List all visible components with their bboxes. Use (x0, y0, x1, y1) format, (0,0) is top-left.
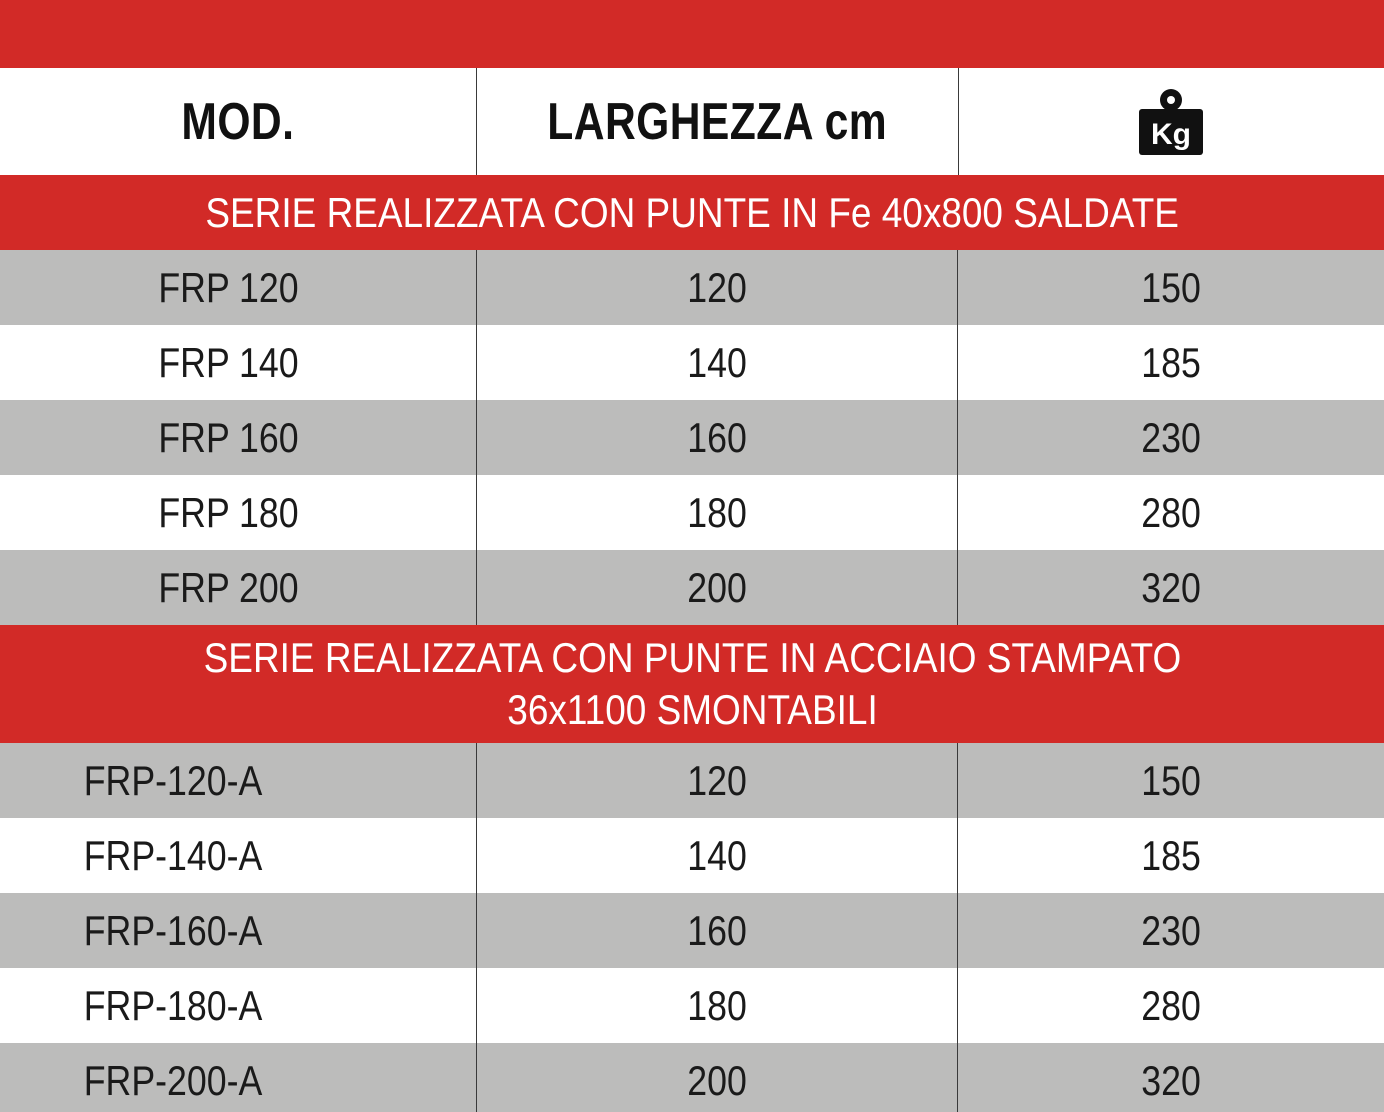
width-cell (477, 968, 958, 1043)
weight-cell (958, 400, 1384, 475)
weight-cell (958, 550, 1384, 625)
weight-value: 185 (1141, 831, 1201, 879)
header-model-label: MOD. (181, 92, 295, 151)
table-row (0, 1043, 1384, 1112)
model-cell (0, 325, 477, 400)
model-value: FRP 200 (157, 563, 299, 611)
width-value: 200 (687, 1056, 747, 1104)
table-header (0, 68, 1384, 175)
table-row (0, 550, 1384, 625)
weight-value: 150 (1141, 263, 1201, 311)
width-cell (477, 250, 958, 325)
table-row (0, 250, 1384, 325)
model-value: FRP 160 (157, 413, 299, 461)
header-width (477, 68, 958, 175)
weight-value: 185 (1141, 338, 1201, 386)
weight-value: 230 (1141, 906, 1201, 954)
model-cell (0, 743, 477, 818)
width-cell (477, 325, 958, 400)
series-title-line: SERIE REALIZZATA CON PUNTE IN ACCIAIO STAMPATO (203, 634, 1181, 681)
weight-cell (958, 250, 1384, 325)
weight-value: 280 (1141, 488, 1201, 536)
weight-cell (958, 743, 1384, 818)
model-value: FRP 120 (157, 263, 299, 311)
table-row (0, 475, 1384, 550)
table-row (0, 818, 1384, 893)
width-value: 160 (687, 413, 747, 461)
weight-cell (958, 893, 1384, 968)
model-value: FRP-140-A (83, 831, 263, 879)
series-title-row (0, 625, 1384, 743)
header-model (0, 68, 477, 175)
width-cell (477, 893, 958, 968)
table-row (0, 400, 1384, 475)
table-row (0, 743, 1384, 818)
model-cell (0, 968, 477, 1043)
series-title-line: 36x1100 SMONTABILI (506, 686, 878, 733)
width-value: 120 (687, 263, 747, 311)
weight-value: 280 (1141, 981, 1201, 1029)
table-row (0, 893, 1384, 968)
width-value: 140 (687, 831, 747, 879)
width-cell (477, 1043, 958, 1112)
model-value: FRP-160-A (83, 906, 263, 954)
model-cell (0, 250, 477, 325)
width-cell (477, 400, 958, 475)
width-value: 140 (687, 338, 747, 386)
table-row (0, 325, 1384, 400)
weight-cell (958, 968, 1384, 1043)
model-cell (0, 1043, 477, 1112)
weight-cell (958, 818, 1384, 893)
model-cell (0, 550, 477, 625)
model-cell (0, 400, 477, 475)
header-weight (959, 68, 1384, 175)
width-value: 200 (687, 563, 747, 611)
width-value: 120 (687, 756, 747, 804)
series-title-line: SERIE REALIZZATA CON PUNTE IN Fe 40x800 SALDATE (205, 188, 1179, 236)
weight-kg-icon-text: Kg (1151, 117, 1192, 151)
model-value: FRP-200-A (83, 1056, 263, 1104)
weight-value: 320 (1141, 1056, 1201, 1104)
table-row (0, 968, 1384, 1043)
model-cell (0, 475, 477, 550)
width-value: 160 (687, 906, 747, 954)
width-value: 180 (687, 488, 747, 536)
width-cell (477, 743, 958, 818)
weight-cell (958, 325, 1384, 400)
weight-value: 320 (1141, 563, 1201, 611)
weight-kg-icon (1137, 87, 1205, 157)
weight-value: 230 (1141, 413, 1201, 461)
model-value: FRP 140 (157, 338, 299, 386)
weight-cell (958, 475, 1384, 550)
weight-value: 150 (1141, 756, 1201, 804)
header-width-label: LARGHEZZA cm (547, 92, 888, 151)
table-body (0, 175, 1384, 1112)
model-value: FRP-180-A (83, 981, 263, 1029)
series-title-row (0, 175, 1384, 250)
model-value: FRP 180 (157, 488, 299, 536)
model-value: FRP-120-A (83, 756, 263, 804)
width-cell (477, 475, 958, 550)
model-cell (0, 818, 477, 893)
width-cell (477, 550, 958, 625)
top-color-bar (0, 0, 1384, 68)
weight-cell (958, 1043, 1384, 1112)
width-cell (477, 818, 958, 893)
width-value: 180 (687, 981, 747, 1029)
model-cell (0, 893, 477, 968)
